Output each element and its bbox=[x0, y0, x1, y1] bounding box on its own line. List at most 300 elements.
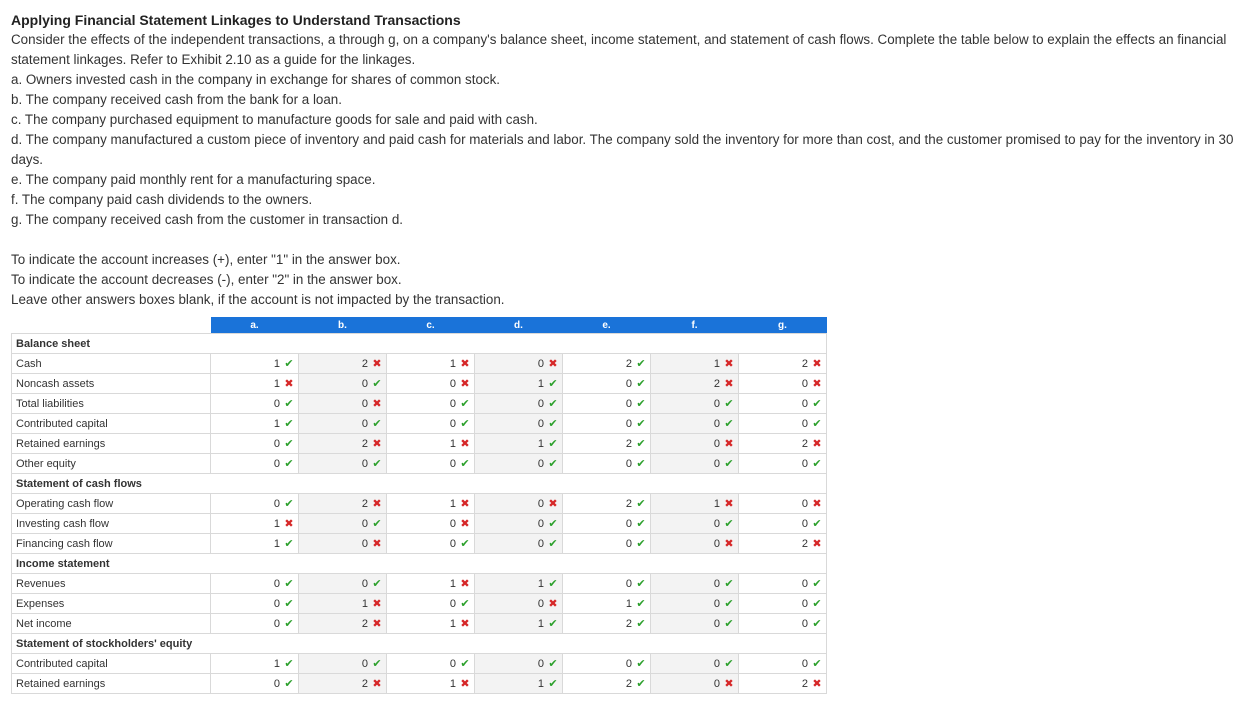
answer-cell-d bbox=[475, 454, 563, 474]
check-icon: ✔ bbox=[636, 438, 646, 450]
answer-cell-e bbox=[563, 594, 651, 614]
answer-cell-g bbox=[739, 494, 827, 514]
answer-cell-e bbox=[563, 414, 651, 434]
answer-value[interactable]: 1 bbox=[713, 358, 720, 370]
answer-value[interactable]: 0 bbox=[625, 378, 632, 390]
answer-value[interactable]: 0 bbox=[449, 378, 456, 390]
section-header-row bbox=[12, 474, 827, 494]
answer-cell-e bbox=[563, 534, 651, 554]
answer-value[interactable]: 0 bbox=[273, 618, 280, 630]
answer-value[interactable]: 0 bbox=[801, 618, 808, 630]
transaction-c: c. The company purchased equipment to manufacture goods for sale and paid with cash. bbox=[11, 112, 538, 127]
check-icon: ✔ bbox=[812, 398, 822, 410]
answer-cell-f bbox=[651, 414, 739, 434]
answer-value[interactable]: 1 bbox=[537, 618, 544, 630]
answer-value[interactable]: 0 bbox=[449, 658, 456, 670]
row-label: Contributed capital bbox=[12, 654, 211, 674]
cross-icon: ✖ bbox=[724, 438, 734, 450]
answer-value[interactable]: 1 bbox=[273, 358, 280, 370]
answer-value[interactable]: 2 bbox=[625, 438, 632, 450]
answer-value[interactable]: 0 bbox=[273, 398, 280, 410]
check-icon: ✔ bbox=[724, 458, 734, 470]
answer-value[interactable]: 2 bbox=[801, 538, 808, 550]
answer-value[interactable]: 1 bbox=[449, 678, 456, 690]
answer-cell-b bbox=[299, 354, 387, 374]
column-header-d: d. bbox=[475, 317, 563, 334]
transaction-g: g. The company received cash from the customer in transaction d. bbox=[11, 212, 403, 227]
check-icon: ✔ bbox=[548, 398, 558, 410]
answer-value[interactable]: 0 bbox=[625, 518, 632, 530]
answer-value[interactable]: 0 bbox=[801, 598, 808, 610]
answer-value[interactable]: 0 bbox=[801, 658, 808, 670]
answer-cell-a bbox=[211, 674, 299, 694]
answer-value[interactable]: 0 bbox=[713, 598, 720, 610]
answer-cell-g bbox=[739, 454, 827, 474]
answer-value[interactable]: 0 bbox=[537, 498, 544, 510]
answer-cell-b bbox=[299, 574, 387, 594]
check-icon: ✔ bbox=[548, 518, 558, 530]
answer-value[interactable]: 0 bbox=[625, 458, 632, 470]
answer-cell-f bbox=[651, 434, 739, 454]
cross-icon: ✖ bbox=[372, 618, 382, 630]
answer-cell-c bbox=[387, 414, 475, 434]
problem-intro: Consider the effects of the independent transactions, a through g, on a company's balance sheet, income statement, and statement of cash flows. Complete the table below to explain the effects an financial statement linkages. Refer to Exhibit 2.10 as a guide for the linkages. bbox=[11, 32, 1227, 67]
answer-value[interactable]: 0 bbox=[801, 458, 808, 470]
row-label: Retained earnings bbox=[12, 434, 211, 454]
check-icon: ✔ bbox=[636, 518, 646, 530]
answer-cell-b bbox=[299, 434, 387, 454]
answer-value[interactable]: 0 bbox=[713, 658, 720, 670]
cross-icon: ✖ bbox=[460, 518, 470, 530]
answer-value[interactable]: 1 bbox=[449, 358, 456, 370]
cross-icon: ✖ bbox=[460, 358, 470, 370]
check-icon: ✔ bbox=[548, 618, 558, 630]
answer-cell-a bbox=[211, 414, 299, 434]
answer-value[interactable]: 0 bbox=[801, 418, 808, 430]
check-icon: ✔ bbox=[460, 658, 470, 670]
check-icon: ✔ bbox=[636, 418, 646, 430]
answer-cell-c bbox=[387, 374, 475, 394]
check-icon: ✔ bbox=[460, 458, 470, 470]
answer-cell-a bbox=[211, 654, 299, 674]
cross-icon: ✖ bbox=[460, 378, 470, 390]
cross-icon: ✖ bbox=[812, 538, 822, 550]
answer-value[interactable]: 1 bbox=[625, 598, 632, 610]
answer-value[interactable]: 0 bbox=[273, 678, 280, 690]
check-icon: ✔ bbox=[724, 578, 734, 590]
answer-cell-e bbox=[563, 654, 651, 674]
answer-value[interactable]: 1 bbox=[537, 378, 544, 390]
answer-cell-b bbox=[299, 454, 387, 474]
check-icon: ✔ bbox=[724, 418, 734, 430]
answer-value[interactable]: 1 bbox=[449, 438, 456, 450]
answer-cell-a bbox=[211, 394, 299, 414]
answer-value[interactable]: 2 bbox=[801, 438, 808, 450]
check-icon: ✔ bbox=[812, 458, 822, 470]
answer-value[interactable]: 2 bbox=[801, 678, 808, 690]
answer-cell-g bbox=[739, 374, 827, 394]
answer-value[interactable]: 1 bbox=[449, 578, 456, 590]
answer-value[interactable]: 0 bbox=[449, 518, 456, 530]
answer-cell-c bbox=[387, 454, 475, 474]
table-row bbox=[12, 454, 827, 474]
answer-cell-c bbox=[387, 354, 475, 374]
answer-cell-b bbox=[299, 654, 387, 674]
answer-cell-f bbox=[651, 574, 739, 594]
answer-value[interactable]: 0 bbox=[273, 598, 280, 610]
check-icon: ✔ bbox=[284, 458, 294, 470]
answer-cell-d bbox=[475, 534, 563, 554]
answer-value[interactable]: 0 bbox=[361, 578, 368, 590]
check-icon: ✔ bbox=[372, 458, 382, 470]
answer-cell-b bbox=[299, 494, 387, 514]
check-icon: ✔ bbox=[284, 618, 294, 630]
cross-icon: ✖ bbox=[284, 378, 294, 390]
answer-cell-e bbox=[563, 374, 651, 394]
row-label: Net income bbox=[12, 614, 211, 634]
answer-cell-a bbox=[211, 494, 299, 514]
answer-value[interactable]: 1 bbox=[273, 518, 280, 530]
check-icon: ✔ bbox=[636, 618, 646, 630]
table-row bbox=[12, 674, 827, 694]
answer-value[interactable]: 0 bbox=[537, 358, 544, 370]
answer-value[interactable]: 0 bbox=[273, 458, 280, 470]
transaction-d: d. The company manufactured a custom piece of inventory and paid cash for materials and labor. The company sold the inventory for more than cost, and the customer promised to pay for the inventory in 30 days. bbox=[11, 132, 1234, 167]
answer-cell-b bbox=[299, 414, 387, 434]
answer-cell-c bbox=[387, 434, 475, 454]
row-label: Retained earnings bbox=[12, 674, 211, 694]
check-icon: ✔ bbox=[460, 598, 470, 610]
section-filler bbox=[211, 634, 827, 654]
answer-value[interactable]: 0 bbox=[801, 378, 808, 390]
cross-icon: ✖ bbox=[284, 518, 294, 530]
section-title: Statement of cash flows bbox=[12, 474, 211, 494]
check-icon: ✔ bbox=[812, 598, 822, 610]
answer-value[interactable]: 0 bbox=[361, 658, 368, 670]
answer-value[interactable]: 2 bbox=[361, 438, 368, 450]
table-row bbox=[12, 514, 827, 534]
instructions bbox=[11, 250, 1244, 310]
instruction-decrease: To indicate the account decreases (-), enter "2" in the answer box. bbox=[11, 272, 402, 287]
answer-cell-c bbox=[387, 574, 475, 594]
check-icon: ✔ bbox=[548, 538, 558, 550]
section-header-row bbox=[12, 334, 827, 354]
cross-icon: ✖ bbox=[372, 678, 382, 690]
answer-cell-b bbox=[299, 594, 387, 614]
cross-icon: ✖ bbox=[372, 358, 382, 370]
answer-cell-g bbox=[739, 654, 827, 674]
section-header-row bbox=[12, 634, 827, 654]
check-icon: ✔ bbox=[636, 358, 646, 370]
answer-value[interactable]: 0 bbox=[625, 658, 632, 670]
answer-cell-e bbox=[563, 494, 651, 514]
problem-title: Applying Financial Statement Linkages to Understand Transactions bbox=[11, 12, 461, 28]
check-icon: ✔ bbox=[284, 658, 294, 670]
cross-icon: ✖ bbox=[460, 678, 470, 690]
answer-value[interactable]: 0 bbox=[801, 578, 808, 590]
row-label: Cash bbox=[12, 354, 211, 374]
answer-cell-g bbox=[739, 614, 827, 634]
answer-value[interactable]: 0 bbox=[273, 578, 280, 590]
table-row bbox=[12, 374, 827, 394]
answer-cell-a bbox=[211, 574, 299, 594]
answer-value[interactable]: 1 bbox=[713, 498, 720, 510]
answer-cell-e bbox=[563, 614, 651, 634]
cross-icon: ✖ bbox=[460, 578, 470, 590]
answer-value[interactable]: 0 bbox=[449, 398, 456, 410]
answer-value[interactable]: 0 bbox=[361, 458, 368, 470]
answer-cell-a bbox=[211, 534, 299, 554]
answer-value[interactable]: 2 bbox=[361, 498, 368, 510]
linkage-table bbox=[11, 317, 827, 694]
answer-cell-f bbox=[651, 394, 739, 414]
transaction-e: e. The company paid monthly rent for a manufacturing space. bbox=[11, 172, 376, 187]
answer-cell-d bbox=[475, 614, 563, 634]
answer-value[interactable]: 0 bbox=[449, 418, 456, 430]
answer-cell-c bbox=[387, 514, 475, 534]
row-label: Contributed capital bbox=[12, 414, 211, 434]
answer-cell-c bbox=[387, 534, 475, 554]
answer-value[interactable]: 2 bbox=[713, 378, 720, 390]
answer-cell-f bbox=[651, 594, 739, 614]
cross-icon: ✖ bbox=[724, 538, 734, 550]
answer-value[interactable]: 0 bbox=[713, 418, 720, 430]
column-header-b: b. bbox=[299, 317, 387, 334]
check-icon: ✔ bbox=[812, 618, 822, 630]
answer-cell-f bbox=[651, 514, 739, 534]
answer-cell-f bbox=[651, 674, 739, 694]
answer-cell-f bbox=[651, 654, 739, 674]
answer-cell-a bbox=[211, 434, 299, 454]
answer-cell-c bbox=[387, 394, 475, 414]
answer-value[interactable]: 2 bbox=[361, 618, 368, 630]
answer-value[interactable]: 0 bbox=[625, 398, 632, 410]
check-icon: ✔ bbox=[372, 418, 382, 430]
table-row bbox=[12, 394, 827, 414]
answer-cell-b bbox=[299, 534, 387, 554]
answer-cell-a bbox=[211, 374, 299, 394]
answer-value[interactable]: 0 bbox=[713, 618, 720, 630]
check-icon: ✔ bbox=[372, 578, 382, 590]
answer-value[interactable]: 1 bbox=[361, 598, 368, 610]
answer-value[interactable]: 0 bbox=[713, 398, 720, 410]
check-icon: ✔ bbox=[372, 658, 382, 670]
answer-value[interactable]: 2 bbox=[625, 618, 632, 630]
cross-icon: ✖ bbox=[372, 398, 382, 410]
cross-icon: ✖ bbox=[812, 378, 822, 390]
answer-value[interactable]: 1 bbox=[449, 498, 456, 510]
answer-cell-e bbox=[563, 674, 651, 694]
section-filler bbox=[211, 334, 827, 354]
answer-value[interactable]: 0 bbox=[361, 538, 368, 550]
check-icon: ✔ bbox=[724, 618, 734, 630]
answer-value[interactable]: 0 bbox=[713, 538, 720, 550]
answer-cell-b bbox=[299, 514, 387, 534]
table-row bbox=[12, 654, 827, 674]
section-header-row bbox=[12, 554, 827, 574]
check-icon: ✔ bbox=[636, 498, 646, 510]
answer-value[interactable]: 2 bbox=[625, 678, 632, 690]
answer-value[interactable]: 0 bbox=[713, 438, 720, 450]
answer-value[interactable]: 0 bbox=[713, 678, 720, 690]
cross-icon: ✖ bbox=[724, 678, 734, 690]
spacer bbox=[11, 230, 1244, 250]
check-icon: ✔ bbox=[812, 418, 822, 430]
answer-value[interactable]: 1 bbox=[273, 378, 280, 390]
answer-value[interactable]: 0 bbox=[625, 538, 632, 550]
answer-value[interactable]: 1 bbox=[273, 538, 280, 550]
answer-cell-g bbox=[739, 674, 827, 694]
answer-value[interactable]: 0 bbox=[713, 518, 720, 530]
answer-cell-d bbox=[475, 674, 563, 694]
table-row bbox=[12, 414, 827, 434]
answer-value[interactable]: 1 bbox=[537, 438, 544, 450]
row-label: Financing cash flow bbox=[12, 534, 211, 554]
check-icon: ✔ bbox=[460, 398, 470, 410]
answer-value[interactable]: 0 bbox=[273, 498, 280, 510]
answer-value[interactable]: 0 bbox=[449, 538, 456, 550]
answer-cell-a bbox=[211, 454, 299, 474]
answer-value[interactable]: 0 bbox=[801, 518, 808, 530]
check-icon: ✔ bbox=[548, 458, 558, 470]
check-icon: ✔ bbox=[724, 598, 734, 610]
answer-cell-g bbox=[739, 414, 827, 434]
answer-cell-a bbox=[211, 354, 299, 374]
check-icon: ✔ bbox=[284, 418, 294, 430]
answer-value[interactable]: 2 bbox=[361, 358, 368, 370]
answer-value[interactable]: 0 bbox=[361, 398, 368, 410]
answer-value[interactable]: 1 bbox=[273, 418, 280, 430]
check-icon: ✔ bbox=[284, 538, 294, 550]
row-label: Operating cash flow bbox=[12, 494, 211, 514]
check-icon: ✔ bbox=[812, 578, 822, 590]
answer-value[interactable]: 0 bbox=[713, 578, 720, 590]
answer-cell-f bbox=[651, 534, 739, 554]
check-icon: ✔ bbox=[724, 398, 734, 410]
check-icon: ✔ bbox=[636, 538, 646, 550]
row-label: Noncash assets bbox=[12, 374, 211, 394]
answer-value[interactable]: 0 bbox=[537, 398, 544, 410]
answer-cell-f bbox=[651, 494, 739, 514]
answer-cell-d bbox=[475, 494, 563, 514]
answer-cell-a bbox=[211, 514, 299, 534]
answer-value[interactable]: 1 bbox=[537, 678, 544, 690]
answer-value[interactable]: 1 bbox=[449, 618, 456, 630]
cross-icon: ✖ bbox=[812, 678, 822, 690]
answer-value[interactable]: 2 bbox=[801, 358, 808, 370]
answer-cell-e bbox=[563, 354, 651, 374]
check-icon: ✔ bbox=[460, 538, 470, 550]
cross-icon: ✖ bbox=[812, 498, 822, 510]
answer-value[interactable]: 0 bbox=[537, 598, 544, 610]
transaction-b: b. The company received cash from the bank for a loan. bbox=[11, 92, 342, 107]
cross-icon: ✖ bbox=[812, 358, 822, 370]
table-row bbox=[12, 594, 827, 614]
answer-value[interactable]: 1 bbox=[273, 658, 280, 670]
transaction-list bbox=[11, 70, 1244, 230]
section-title: Statement of stockholders' equity bbox=[12, 634, 211, 654]
answer-cell-b bbox=[299, 374, 387, 394]
answer-value[interactable]: 0 bbox=[361, 418, 368, 430]
check-icon: ✔ bbox=[548, 678, 558, 690]
cross-icon: ✖ bbox=[724, 498, 734, 510]
answer-value[interactable]: 0 bbox=[801, 398, 808, 410]
check-icon: ✔ bbox=[284, 398, 294, 410]
answer-value[interactable]: 0 bbox=[713, 458, 720, 470]
answer-cell-c bbox=[387, 494, 475, 514]
answer-value[interactable]: 0 bbox=[361, 518, 368, 530]
answer-value[interactable]: 0 bbox=[449, 598, 456, 610]
answer-value[interactable]: 0 bbox=[801, 498, 808, 510]
answer-cell-f bbox=[651, 614, 739, 634]
check-icon: ✔ bbox=[284, 578, 294, 590]
check-icon: ✔ bbox=[636, 678, 646, 690]
answer-cell-c bbox=[387, 654, 475, 674]
answer-value[interactable]: 2 bbox=[625, 498, 632, 510]
cross-icon: ✖ bbox=[724, 378, 734, 390]
answer-value[interactable]: 2 bbox=[625, 358, 632, 370]
answer-cell-e bbox=[563, 574, 651, 594]
table-row bbox=[12, 614, 827, 634]
table-row bbox=[12, 434, 827, 454]
answer-cell-e bbox=[563, 434, 651, 454]
answer-value[interactable]: 0 bbox=[537, 658, 544, 670]
column-header-e: e. bbox=[563, 317, 651, 334]
answer-cell-f bbox=[651, 454, 739, 474]
answer-cell-d bbox=[475, 354, 563, 374]
check-icon: ✔ bbox=[372, 378, 382, 390]
check-icon: ✔ bbox=[636, 398, 646, 410]
answer-value[interactable]: 0 bbox=[449, 458, 456, 470]
answer-value[interactable]: 0 bbox=[625, 578, 632, 590]
table-body bbox=[12, 334, 827, 694]
cross-icon: ✖ bbox=[812, 438, 822, 450]
check-icon: ✔ bbox=[284, 598, 294, 610]
answer-cell-g bbox=[739, 574, 827, 594]
check-icon: ✔ bbox=[284, 358, 294, 370]
table-row bbox=[12, 494, 827, 514]
check-icon: ✔ bbox=[548, 418, 558, 430]
answer-value[interactable]: 2 bbox=[361, 678, 368, 690]
answer-value[interactable]: 0 bbox=[537, 458, 544, 470]
check-icon: ✔ bbox=[812, 658, 822, 670]
column-header-a: a. bbox=[211, 317, 299, 334]
answer-value[interactable]: 0 bbox=[537, 518, 544, 530]
answer-cell-b bbox=[299, 674, 387, 694]
section-title: Balance sheet bbox=[12, 334, 211, 354]
answer-value[interactable]: 0 bbox=[537, 418, 544, 430]
check-icon: ✔ bbox=[636, 458, 646, 470]
check-icon: ✔ bbox=[548, 378, 558, 390]
answer-value[interactable]: 0 bbox=[625, 418, 632, 430]
table-header-row bbox=[12, 317, 827, 334]
column-header-c: c. bbox=[387, 317, 475, 334]
answer-cell-f bbox=[651, 354, 739, 374]
answer-value[interactable]: 0 bbox=[361, 378, 368, 390]
answer-value[interactable]: 0 bbox=[273, 438, 280, 450]
cross-icon: ✖ bbox=[548, 498, 558, 510]
answer-value[interactable]: 1 bbox=[537, 578, 544, 590]
column-header-g: g. bbox=[739, 317, 827, 334]
cross-icon: ✖ bbox=[724, 358, 734, 370]
cross-icon: ✖ bbox=[372, 598, 382, 610]
cross-icon: ✖ bbox=[372, 538, 382, 550]
answer-value[interactable]: 0 bbox=[537, 538, 544, 550]
answer-cell-g bbox=[739, 534, 827, 554]
cross-icon: ✖ bbox=[460, 498, 470, 510]
check-icon: ✔ bbox=[548, 578, 558, 590]
row-label: Total liabilities bbox=[12, 394, 211, 414]
